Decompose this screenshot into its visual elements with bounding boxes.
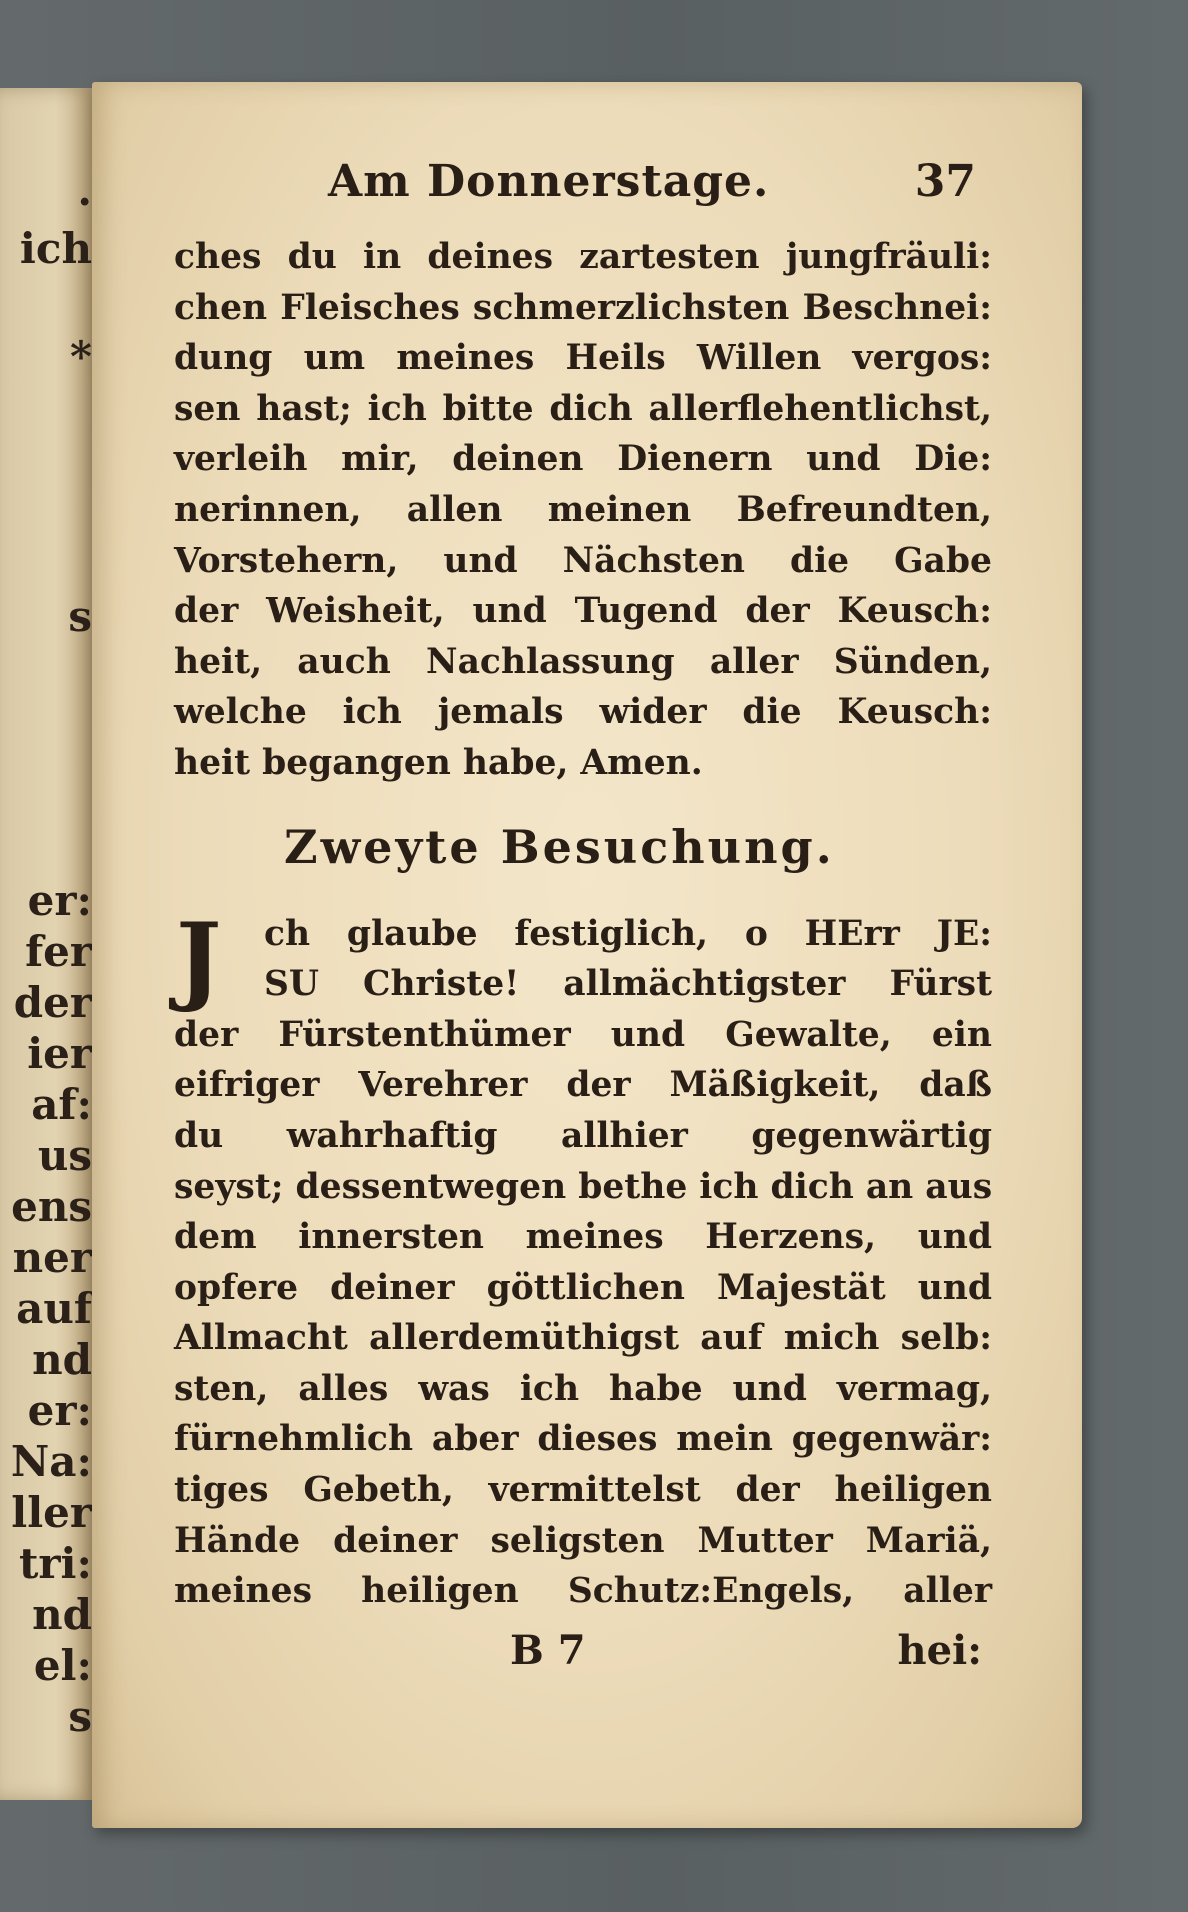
facing-page-text-fragment: er: xyxy=(27,880,92,922)
facing-page-text-fragment: s xyxy=(68,1696,92,1738)
page-text-block xyxy=(174,156,992,1679)
text-line: nerinnen, allen meinen Befreundten, xyxy=(174,489,992,530)
facing-page-fragment xyxy=(0,88,92,1800)
text-line: Hände deiner seligsten Mutter Mariä, xyxy=(174,1520,992,1561)
text-line: chen Fleisches schmerzlichsten Beschnei: xyxy=(174,287,992,328)
text-line: heit, auch Nachlassung aller Sünden, xyxy=(174,641,992,682)
text-line: der Weisheit, und Tugend der Keusch: xyxy=(174,591,992,632)
first-paragraph xyxy=(174,232,992,789)
facing-page-text-fragment: ner xyxy=(12,1237,92,1279)
page-number: 37 xyxy=(914,156,976,207)
text-line: verleih mir, deinen Dienern und Die: xyxy=(174,439,992,480)
facing-page-text-fragment: us xyxy=(37,1135,92,1177)
facing-page-text-fragment: Na: xyxy=(10,1441,92,1483)
running-head-title: Am Donnerstage. xyxy=(328,156,770,207)
text-line: ch glaube festiglich, o HErr JE: xyxy=(264,913,992,954)
drop-cap-initial: J xyxy=(176,901,222,1015)
facing-page-text-fragment: tri: xyxy=(19,1543,92,1585)
facing-page-text-fragment: fer xyxy=(25,931,92,973)
facing-page-text-fragment: s xyxy=(68,596,92,638)
facing-page-text-fragment: auf xyxy=(16,1288,92,1330)
facing-page-text-fragment: af: xyxy=(31,1084,92,1126)
text-line: sten, alles was ich habe und vermag, xyxy=(174,1368,992,1409)
catchword: hei: xyxy=(897,1626,982,1674)
text-line: dung um meines Heils Willen vergos: xyxy=(174,338,992,379)
facing-page-text-fragment: ich xyxy=(19,228,92,270)
text-line: heit begangen habe, Amen. xyxy=(174,742,703,783)
facing-page-text-fragment: ens xyxy=(11,1186,92,1228)
facing-page-text-fragment: der xyxy=(13,982,92,1024)
text-line: eifriger Verehrer der Mäßigkeit, daß xyxy=(174,1065,992,1106)
text-line: ches du in deines zartesten jungfräuli: xyxy=(174,237,992,277)
facing-page-text-fragment: er: xyxy=(27,1390,92,1432)
text-line: Allmacht allerdemüthigst auf mich selb: xyxy=(174,1318,992,1359)
facing-page-text-fragment: ier xyxy=(27,1033,92,1075)
text-line: dem innersten meines Herzens, und xyxy=(174,1217,992,1258)
facing-page-text-fragment: nd xyxy=(32,1594,92,1636)
section-heading: Zweyte Besuchung. xyxy=(284,819,835,874)
text-line: Vorstehern, und Nächsten die Gabe xyxy=(174,540,992,581)
facing-page-text-fragment: ller xyxy=(11,1492,92,1534)
text-line: du wahrhaftig allhier gegenwärtig xyxy=(174,1115,992,1156)
text-line: welche ich jemals wider die Keusch: xyxy=(174,692,992,733)
text-line: SU Christe! allmächtigster Fürst xyxy=(264,964,992,1005)
text-line: der Fürstenthümer und Gewalte, ein xyxy=(174,1014,992,1055)
facing-page-text-fragment: el: xyxy=(33,1645,92,1687)
text-line: meines heiligen Schutz:Engels, aller xyxy=(174,1571,992,1612)
text-line: tiges Gebeth, vermittelst der heiligen xyxy=(174,1470,992,1511)
facing-page-text-fragment: nd xyxy=(32,1339,92,1381)
text-line: fürnehmlich aber dieses mein gegenwär: xyxy=(174,1419,992,1460)
book-page xyxy=(92,82,1082,1828)
facing-page-text-fragment: . xyxy=(77,170,92,212)
text-line: seyst; dessentwegen bethe ich dich an aus xyxy=(174,1166,993,1207)
text-line: sen hast; ich bitte dich allerflehentlichst, xyxy=(174,388,992,429)
facing-page-text-fragment: * xyxy=(70,336,92,378)
second-paragraph xyxy=(174,901,993,1617)
running-head xyxy=(174,156,992,222)
page-footer xyxy=(174,1623,992,1679)
text-line: opfere deiner göttlichen Majestät und xyxy=(174,1267,992,1308)
signature-mark: B 7 xyxy=(510,1626,586,1674)
